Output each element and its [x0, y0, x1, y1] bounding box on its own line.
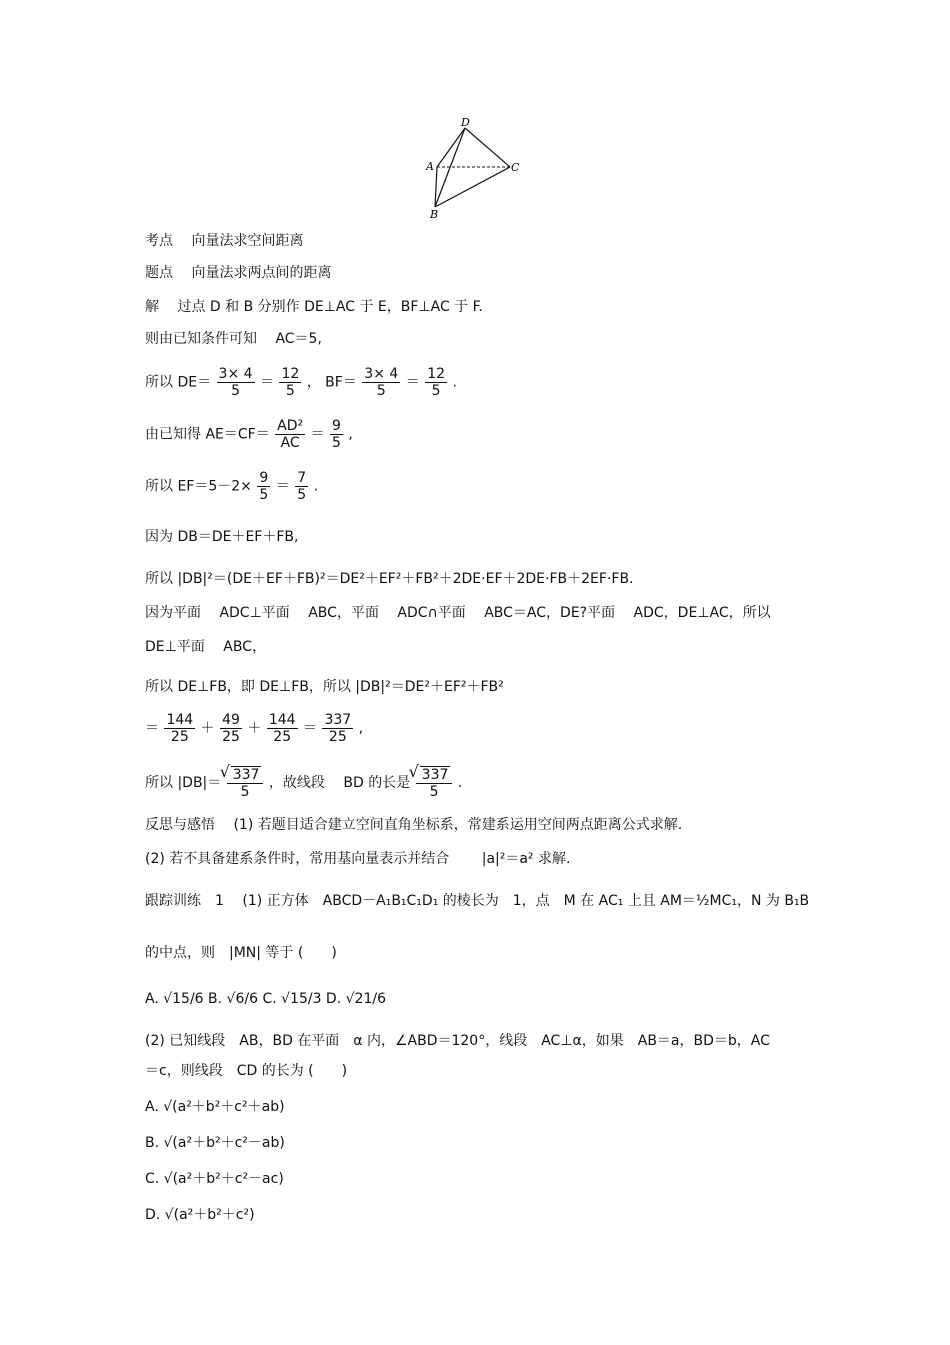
solution-line-6: 因为 DB＝DE＋EF＋FB, — [145, 529, 299, 545]
denominator: AC — [280, 435, 300, 451]
tetrahedron-diagram — [415, 110, 535, 220]
numerator: 3× 4 — [364, 366, 399, 382]
fraction — [217, 366, 255, 399]
kaodian-line: 考点 向量法求空间距离 — [145, 233, 304, 249]
fraction — [425, 366, 447, 399]
denominator: 5 — [429, 784, 439, 800]
numerator: AD² — [277, 418, 304, 434]
text: ＝ — [310, 426, 325, 443]
text: 所以 |DB|＝ — [145, 775, 222, 791]
numerator: 7 — [297, 470, 307, 486]
exercise-line-4: ＝c，则线段 CD 的长为 ( ) — [145, 1063, 348, 1079]
label-c: C — [511, 161, 520, 174]
fraction — [416, 766, 453, 800]
denominator: 25 — [170, 729, 189, 745]
solution-line-10: 所以 DE⊥FB，即 DE⊥FB，所以 |DB|²＝DE²＋EF²＋FB² — [145, 679, 504, 695]
text: , — [358, 720, 364, 737]
solution-line-1: 解 过点 D 和 B 分别作 DE⊥AC 于 E，BF⊥AC 于 F. — [145, 299, 483, 315]
numerator: 3× 4 — [218, 366, 253, 382]
fraction — [295, 470, 308, 503]
numerator — [227, 766, 264, 784]
solution-line-5 — [145, 470, 318, 503]
fraction — [257, 470, 270, 503]
exercise-line-2: 的中点，则 |MN| 等于 ( ) — [145, 945, 337, 961]
option-a: A. √(a²＋b²＋c²＋ab) — [145, 1099, 285, 1115]
text: ＝ — [303, 720, 318, 737]
solution-line-2: 则由已知条件可知 AC＝5, — [145, 331, 322, 347]
option-d: D. √(a²＋b²＋c²) — [145, 1207, 255, 1223]
option-c: C. √(a²＋b²＋c²－ac) — [145, 1171, 284, 1187]
label-b: B — [430, 208, 439, 220]
denominator: 5 — [431, 383, 441, 399]
solution-line-11 — [145, 712, 363, 745]
denominator: 25 — [273, 729, 292, 745]
numerator: 12 — [281, 366, 300, 382]
numerator: 12 — [427, 366, 446, 382]
solution-line-3 — [145, 366, 457, 399]
numerator: 144 — [166, 712, 194, 728]
solution-line-8: 因为平面 ADC⊥平面 ABC，平面 ADC∩平面 ABC＝AC，DE?平面 ADC，DE⊥AC，所以 — [145, 605, 771, 621]
sqrt: √ 337 — [231, 766, 262, 783]
fraction — [164, 712, 195, 745]
reflection-line-2: (2) 若不具备建系条件时，常用基向量表示并结合 |a|²＝a² 求解. — [145, 851, 571, 867]
exercise-line-1: 跟踪训练 1 (1) 正方体 ABCD－A₁B₁C₁D₁ 的棱长为 1，点 M 在 AC₁ 上且 AM＝½MC₁，N 为 B₁B — [145, 893, 810, 909]
denominator: 5 — [376, 383, 386, 399]
text: ，故线段 BD 的长是 — [268, 775, 411, 791]
option-b: B. √(a²＋b²＋c²－ab) — [145, 1135, 285, 1151]
numerator: 49 — [222, 712, 240, 728]
denominator: 5 — [240, 784, 250, 800]
label-a: A — [426, 160, 434, 173]
solution-line-4 — [145, 418, 353, 451]
fraction — [330, 418, 343, 451]
text: ＋ — [247, 720, 262, 737]
numerator — [416, 766, 453, 784]
text: 由已知得 AE＝CF＝ — [145, 426, 270, 443]
fraction — [227, 766, 264, 800]
text: . — [313, 478, 319, 495]
numerator: 144 — [268, 712, 296, 728]
text: 所以 EF＝5－2× — [145, 478, 252, 495]
fraction — [362, 366, 400, 399]
fraction — [275, 418, 305, 451]
fraction — [279, 366, 301, 399]
solution-line-12 — [145, 766, 462, 800]
label-d: D — [461, 116, 470, 129]
text: ＝ — [259, 374, 274, 391]
denominator: 5 — [285, 383, 295, 399]
numerator: 9 — [332, 418, 341, 434]
exercise-line-3: (2) 已知线段 AB，BD 在平面 α 内，∠ABD＝120°，线段 AC⊥α，如果 AB＝a，BD＝b，AC — [145, 1033, 770, 1049]
denominator: 5 — [231, 383, 240, 399]
solution-line-7: 所以 |DB|²＝(DE＋EF＋FB)²＝DE²＋EF²＋FB²＋2DE·EF＋2DE·FB＋2EF·FB. — [145, 571, 634, 587]
tidian-line: 题点 向量法求两点间的距离 — [145, 265, 332, 281]
text: , — [348, 426, 353, 443]
fraction — [220, 712, 242, 745]
text: ＋ — [200, 720, 215, 737]
denominator: 25 — [222, 729, 240, 745]
sqrt: √ 337 — [420, 766, 451, 783]
numerator: 9 — [259, 470, 269, 486]
fraction — [322, 712, 353, 745]
text: ， BF＝ — [306, 374, 357, 391]
text: ＝ — [275, 478, 290, 495]
denominator: 5 — [297, 487, 307, 503]
reflection-line-1: 反思与感悟 (1) 若题目适合建立空间直角坐标系，常建系运用空间两点距离公式求解. — [145, 817, 683, 833]
solution-line-9: DE⊥平面 ABC， — [145, 639, 266, 655]
text: . — [452, 374, 457, 391]
numerator: 337 — [324, 712, 352, 728]
denominator: 25 — [328, 729, 347, 745]
fraction — [267, 712, 298, 745]
text: ＝ — [145, 720, 159, 737]
text: ＝ — [405, 374, 420, 391]
text: . — [457, 775, 463, 791]
denominator: 5 — [259, 487, 269, 503]
denominator: 5 — [332, 435, 341, 451]
tetrahedron-figure — [415, 110, 535, 220]
exercise-options-1: A. √15/6 B. √6/6 C. √15/3 D. √21/6 — [145, 991, 386, 1007]
text: 所以 DE＝ — [145, 374, 212, 391]
